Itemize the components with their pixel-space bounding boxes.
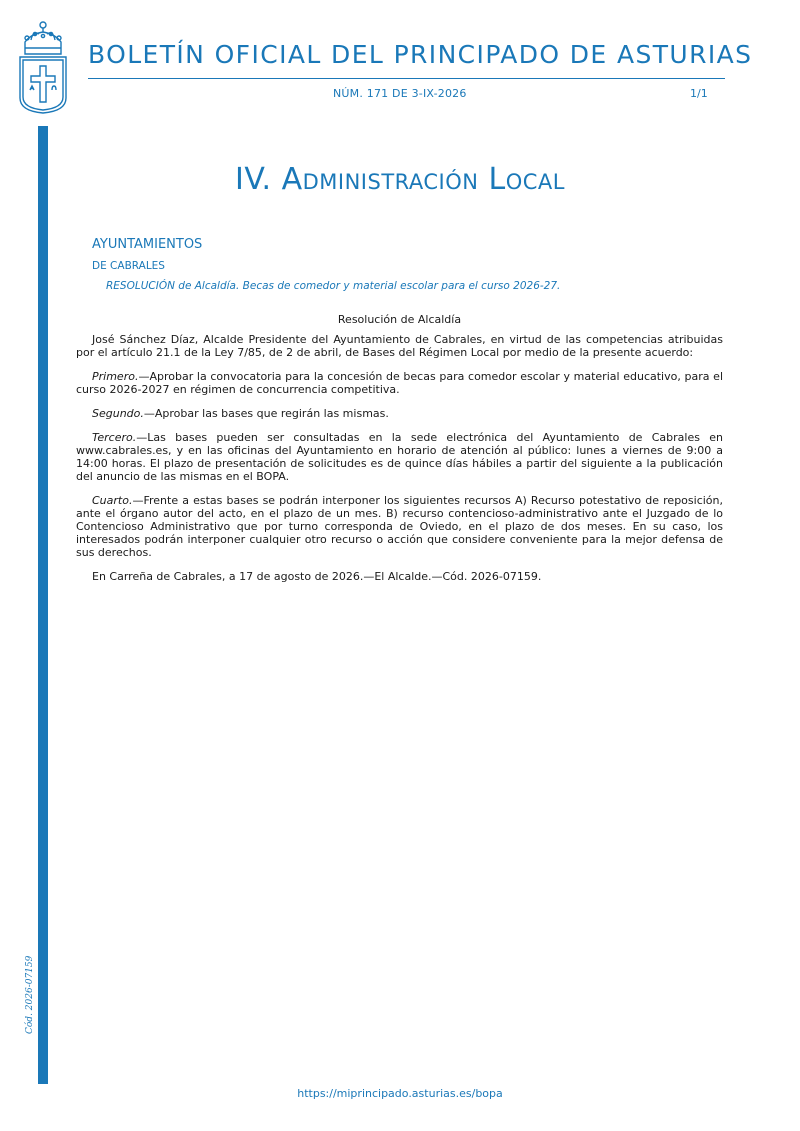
item-primero (76, 370, 723, 396)
issue-number: NÚM. 171 DE 3-IX-2026 (333, 87, 467, 100)
document-body (76, 313, 723, 594)
subsection-title: AYUNTAMIENTOS (92, 237, 203, 252)
side-bar (38, 126, 48, 1084)
journal-title: BOLETÍN OFICIAL DEL PRINCIPADO DE ASTURIAS (88, 40, 753, 69)
item-text: —Aprobar las bases que regirán las mismas. (143, 407, 389, 420)
item-text: —Frente a estas bases se podrán interponer los siguientes recursos A) Recurso potestativo de reposición, ante el órgano autor del acto, en el plazo de un mes. B) recurso contencioso-administrativo ante el Juzgado de lo Contencioso Administrativo que por turno corresponda de Oviedo, en el plazo de dos meses. En su caso, los interesados podrán interponer cualquier otro recurso o acción que considere conveniente para la mejor defensa de sus derechos. (76, 494, 723, 559)
document-heading: Resolución de Alcaldía (337, 313, 462, 326)
resolution-title: RESOLUCIÓN de Alcaldía. Becas de comedor y material escolar para el curso 2026-27. (106, 280, 561, 292)
header-divider (88, 78, 725, 79)
item-lead: Primero. (92, 370, 139, 383)
signature-line: En Carreña de Cabrales, a 17 de agosto de 2026.—El Alcalde.—Cód. 2026-07159. (92, 570, 542, 583)
side-code-text: Cód. 2026-07159 (25, 955, 35, 1034)
asturias-coat-of-arms-icon (17, 16, 69, 116)
item-lead: Segundo. (92, 407, 144, 420)
item-text: —Aprobar la convocatoria para la concesión de becas para comedor escolar y material educativo, para el curso 2026-2027 en régimen de concurrencia competitiva. (76, 370, 723, 396)
item-lead: Tercero. (92, 431, 137, 444)
item-tercero (76, 431, 723, 483)
item-cuarto (76, 494, 723, 559)
page-number: 1/1 (690, 87, 708, 100)
intro-paragraph: José Sánchez Díaz, Alcalde Presidente del Ayuntamiento de Cabrales, en virtud de las competencias atribuidas por el artículo 21.1 de la Ley 7/85, de 2 de abril, de Bases del Régimen Local por medio de la presente acuerdo: (76, 333, 723, 359)
footer-link[interactable]: https://miprincipado.asturias.es/bopa (297, 1087, 503, 1100)
item-lead: Cuarto. (92, 494, 133, 507)
entity-name: DE CABRALES (92, 260, 165, 272)
item-segundo (76, 407, 723, 420)
section-title: IV. Administración Local (235, 162, 565, 197)
item-text: —Las bases pueden ser consultadas en la sede electrónica del Ayuntamiento de Cabrales en www.cabrales.es, y en las oficinas del Ayuntamiento en horario de atención al público: lunes a viernes de 9:00 a 14:00 horas. El plazo de presentación de solicitudes es de quince días hábiles a partir del siguiente a la publicación del anuncio de las mismas en el BOPA. (76, 431, 723, 483)
